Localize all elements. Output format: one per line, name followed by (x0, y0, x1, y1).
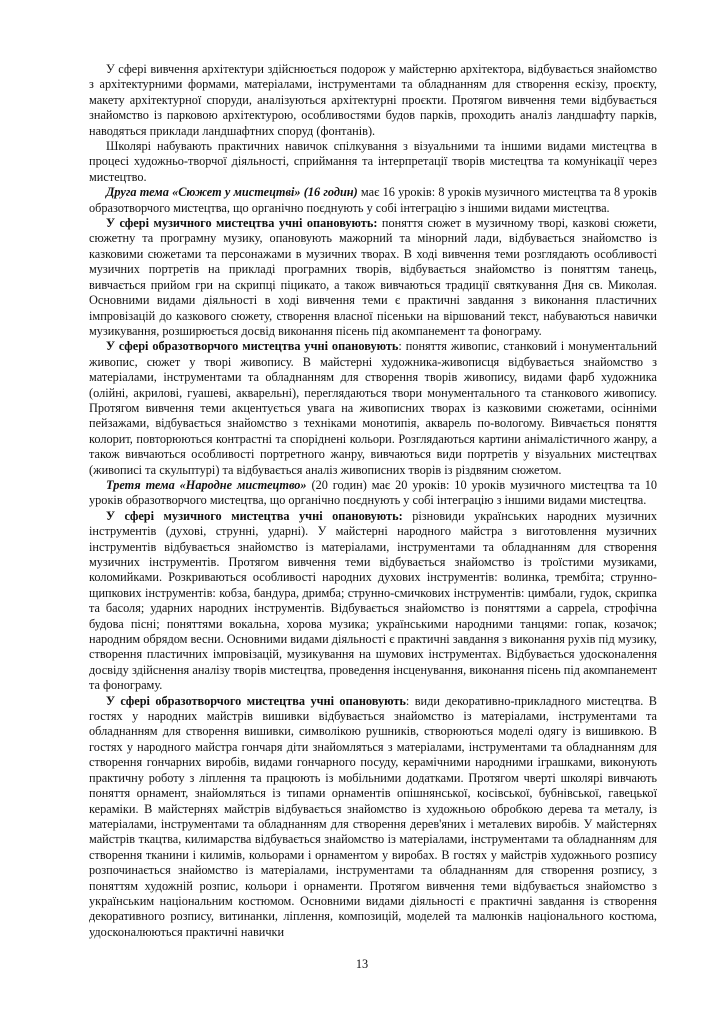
paragraph-text: має 16 уроків: 8 уроків музичного мистецтва та 8 уроків образотворчого мистецтва, що органічно поєднують у собі інтеграцію з іншими видами мистецтва. (89, 185, 657, 215)
paragraph-text: : поняття живопис, станковий і монументальний живопис, сюжет у творі живопису. В майстерні художника-живописця відбувається знайомство з матеріалами, інструментами та обладнанням для створення творів живопису, видами фарб художника (олійні, акрилові, гуашеві, акварельні), переглядаються твори монументального та станкового живопису. Протягом вивчення теми акцентується увага на живописних творах із казковими сюжетами, осінніми пейзажами, відбувається знайомство з техніками монотипія, акварель по-вологому. Вивчається поняття колорит, повторюються контрастні та споріднені кольори. Розглядаються картини анімалістичного жанру, а також вивчаються особливості портретного жанру, вивчаються види портретів у візуальних мистецтвах (живописі та скульптурі) та відбувається аналіз живописних творів із різдвяним сюжетом. (89, 339, 657, 477)
sphere-heading: У сфері образотворчого мистецтва учні опановують (106, 339, 399, 354)
paragraph-skills (89, 139, 657, 185)
paragraph-architecture (89, 62, 657, 139)
paragraph-folk-visual-art (89, 694, 657, 941)
document-body (89, 62, 657, 940)
theme-heading: Третя тема «Народне мистецтво» (106, 477, 307, 492)
paragraph-music-art (89, 216, 657, 339)
paragraph-folk-music (89, 509, 657, 694)
paragraph-text: Школярі набувають практичних навичок спілкування з візуальними та іншими видами мистецтва в процесі художньо-творчої діяльності, сприймання та інтерпретації творів мистецтва та комунікації через мистецтво. (89, 139, 657, 184)
paragraph-text: різновиди українських народних музичних інструментів (духові, струнні, ударні). У майстерні народного майстра з виготовлення музичних інструментів відбувається знайомство із матеріалами, інструментами та обладнанням для створення музичних інструментів. Протягом вивчення теми відбувається знайомство із троїстими музиками, коломийками. Розкриваються особливості народних духових інструментів: волинка, трембіта; струнно-щипкових інструментів: кобза, бандура, дримба; струнно-смичкових інструментів: цимбали, гудок, скрипка та басоля; ударних народних інструментів. Відбувається знайомство із поняттями а cappela, строфічна будова пісні; поняттями вокальна, хорова музика; українськими народними танцями: гопак, козачок; народним обрядом весни. Основними видами діяльності є практичні завдання з виконання рухів під музику, створення пластичних імпровізацій, музикування на шумових інструментах. Відбувається удосконалення досвіду здійснення аналізу творів мистецтва, проведення інсценування, виконання пісень під акомпанемент та фонограму. (89, 508, 657, 693)
paragraph-third-theme (89, 478, 657, 509)
theme-heading: Друга тема «Сюжет у мистецтві» (16 годин) (106, 185, 358, 200)
sphere-heading: У сфері образотворчого мистецтва учні опановують (106, 693, 406, 708)
page-number: 13 (355, 957, 369, 971)
paragraph-second-theme (89, 185, 657, 216)
sphere-heading: У сфері музичного мистецтва учні опановують: (106, 508, 403, 523)
paragraph-text: : види декоративно-прикладного мистецтва. В гостях у народних майстрів вишивки відбувається знайомство із матеріалами, інструментами та обладнанням для створення вишивки, символікою рушників, створюються моделі одягу із вишивкою. В гостях у народного майстра гончаря діти знайомляться з матеріалами, інструментами та обладнанням для створення гончарних виробів, видами гончарного посуду, керамічними народними іграшками, виконують практичну роботу з ліплення та працюють із мобільними додатками. Протягом чверті школярі вивчають поняття орнамент, знайомляться із типами орнаментів опішнянської, косівської, бубнівської, гавецької кераміки. В майстернях майстрів відбувається знайомство із художньою обробкою дерева та металу, із матеріалами, інструментами та обладнанням для створення дерев'яних і металевих виробів. У майстернях майстрів ткацтва, килимарства відбувається знайомство із матеріалами, інструментами та обладнанням для створення тканини і килимів, кольорами і орнаментом у виробах. В гостях у майстрів художнього розпису розпочинається знайомство із матеріалами, інструментами та обладнанням для створення розпису, з поняттям художній розпис, кольори і орнаменти. Протягом вивчення теми відбувається знайомство з українським національним костюмом. Основними видами діяльності є практичні завдання із створення декоративного розпису, витинанки, ліплення, композицій, моделей та малюнків національного костюма, удосконалюються практичні навички (89, 693, 657, 939)
paragraph-text: поняття сюжет в музичному творі, казкові сюжети, сюжетну та програмну музику, опановують мажорний та мінорний лади, відбувається знайомство із казковими сюжетами та персонажами в музичних творах. В ході вивчення теми розглядають особливості музичних портретів на прикладі програмних творів, відбувається знайомство із поняттям танець, вивчається прийом гри на скрипці піцикато, а також вивчаються традиції святкування Дня св. Миколая. Основними видами діяльності в ході вивчення теми є практичні завдання з виконання пластичних імпровізацій до казкового сюжету, створення власної пісеньки на віршований текст, набуваються навички музикування, розширюється досвід виконання пісень під акомпанемент та фонограму. (89, 216, 657, 338)
sphere-heading: У сфері музичного мистецтва учні опановують: (106, 216, 378, 231)
paragraph-visual-art (89, 339, 657, 478)
paragraph-text: У сфері вивчення архітектури здійснюється подорож у майстерню архітектора, відбувається знайомство з архітектурними формами, матеріалами, інструментами та обладнанням для створення ескізу, проєкту, макету архітектурної споруди, аналізуються архітектурні проєкти. Протягом вивчення теми відбувається знайомство із парковою архітектурою, особливостями будов парків, проходить аналіз ландшафту парків, наводяться приклади ландшафтних споруд (фонтанів). (89, 62, 657, 138)
paragraph-text: (20 годин) має 20 уроків: 10 уроків музичного мистецтва та 10 уроків образотворчого мистецтва, що органічно поєднують у собі інтеграцію з іншими видами мистецтва. (89, 477, 657, 508)
